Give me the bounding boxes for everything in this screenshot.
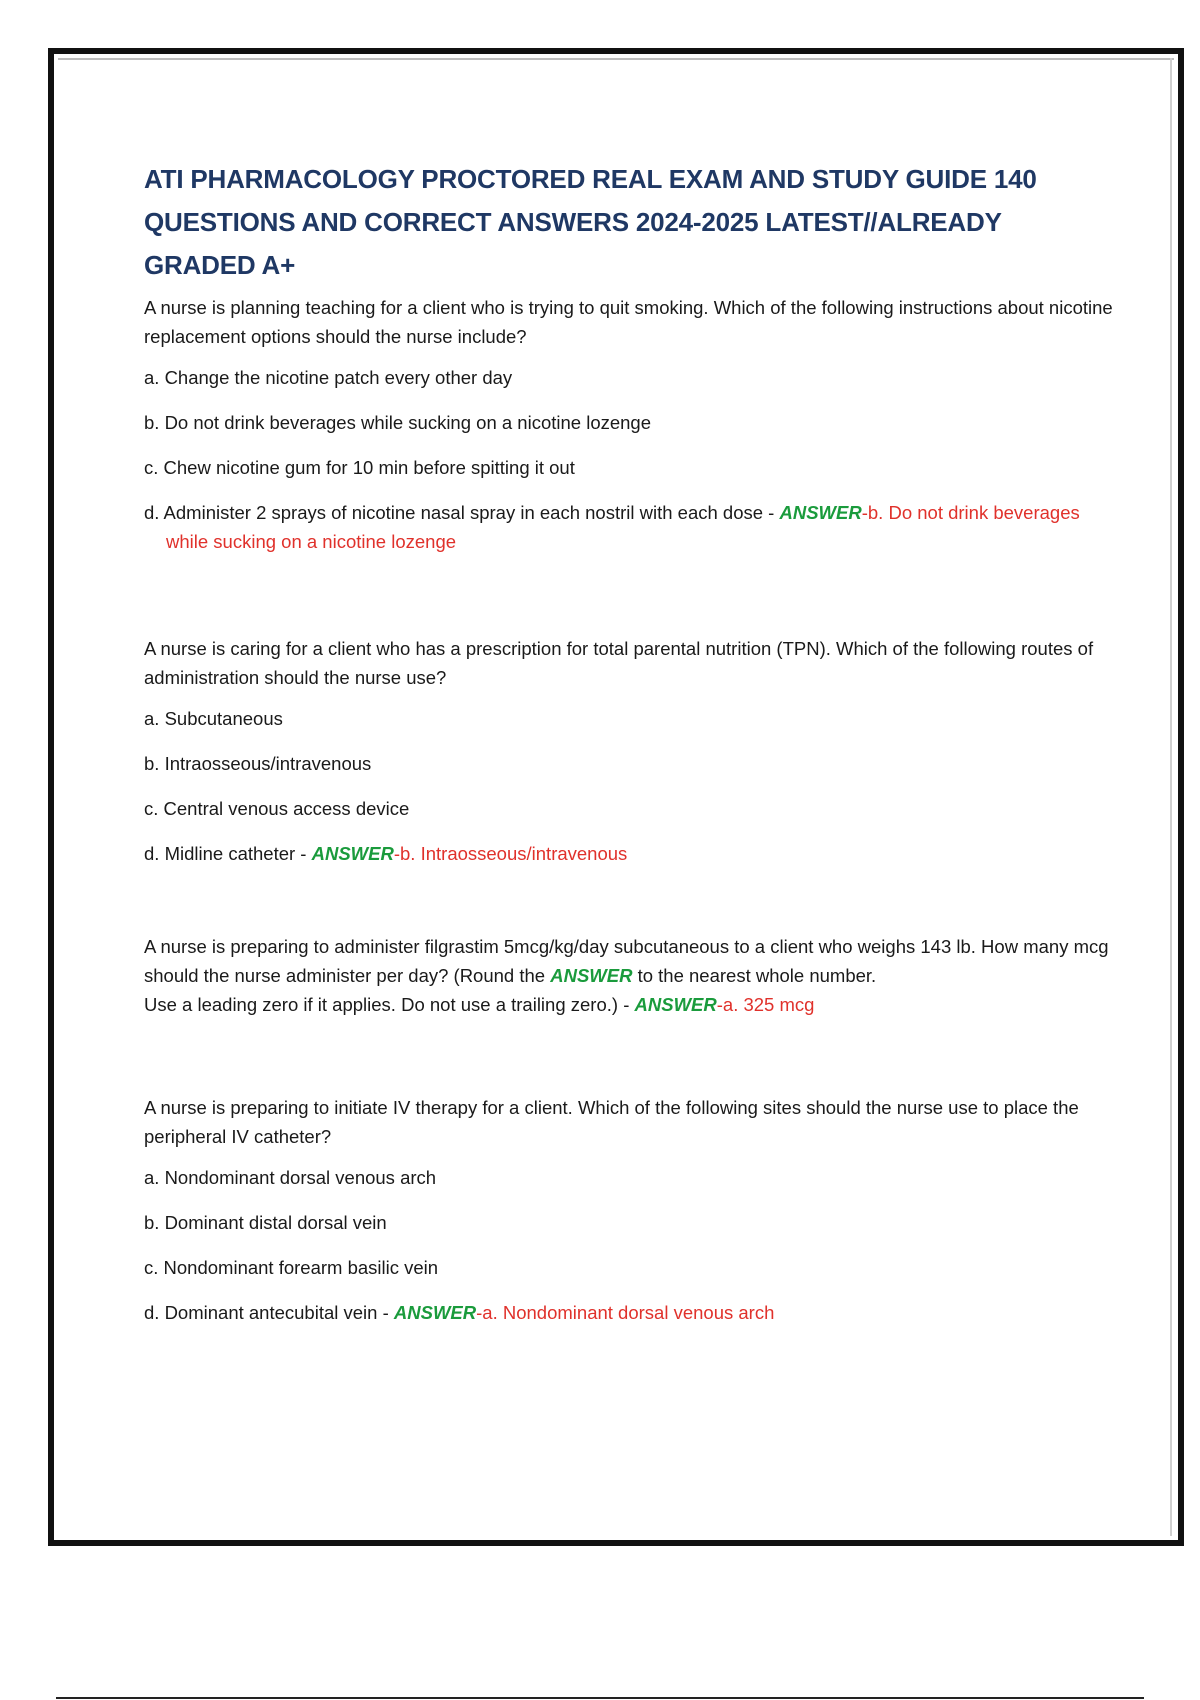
- option-b: b. Intraosseous/intravenous: [144, 753, 372, 774]
- answer-label: ANSWER: [311, 843, 394, 864]
- question-text: A nurse is preparing to initiate IV therapy for a client. Which of the following sites should the nurse use to place the peripheral IV catheter?: [144, 1097, 1079, 1147]
- question-1: [144, 293, 1114, 556]
- question-text: A nurse is planning teaching for a client who is trying to quit smoking. Which of the following instructions about nicotine replacement options should the nurse include?: [144, 297, 1113, 347]
- question-text-part1: A nurse is preparing to administer filgrastim 5mcg/kg/day subcutaneous to a client who weighs 143 lb. How many mcg should the nurse administer per day? (Round the: [144, 936, 1109, 986]
- option-b: b. Dominant distal dorsal vein: [144, 1212, 387, 1233]
- page-frame: [48, 48, 1184, 1546]
- answer-separator: -: [295, 843, 312, 864]
- spacer: [144, 572, 1114, 634]
- option-c: c. Central venous access device: [144, 798, 410, 819]
- footer-divider: [56, 1697, 1144, 1699]
- page-inner-border-right: [1170, 58, 1172, 1536]
- option-d-with-answer: [144, 498, 1114, 556]
- question-text: [144, 932, 1114, 1019]
- answer-text: -a. Nondominant dorsal venous arch: [476, 1302, 775, 1323]
- answer-label: ANSWER: [634, 994, 717, 1015]
- answer-label-inline: ANSWER: [550, 965, 633, 986]
- question-text: A nurse is caring for a client who has a prescription for total parental nutrition (TPN). Which of the following routes of administration should the nurse use?: [144, 638, 1094, 688]
- spacer: [144, 1031, 1114, 1093]
- document-title: ATI PHARMACOLOGY PROCTORED REAL EXAM AND STUDY GUIDE 140 QUESTIONS AND CORRECT ANSWERS 2024-2025 LATEST//ALREADY GRADED A+: [144, 164, 1037, 280]
- spacer: [144, 884, 1114, 932]
- question-2: [144, 634, 1114, 868]
- option-c: c. Chew nicotine gum for 10 min before spitting it out: [144, 457, 575, 478]
- question-text-part2: to the nearest whole number.: [632, 965, 877, 986]
- option-d-with-answer: [144, 1298, 1114, 1327]
- answer-separator: -: [763, 502, 780, 523]
- answer-separator: -: [377, 1302, 394, 1323]
- question-4: [144, 1093, 1114, 1327]
- page-inner-border-top: [58, 58, 1174, 60]
- option-a: a. Subcutaneous: [144, 708, 283, 729]
- option-d: d. Administer 2 sprays of nicotine nasal spray in each nostril with each dose: [144, 502, 764, 523]
- question-3: [144, 932, 1114, 1019]
- answer-text: -a. 325 mcg: [716, 994, 815, 1015]
- answer-label: ANSWER: [393, 1302, 477, 1323]
- answer-text: -b. Intraosseous/intravenous: [393, 843, 628, 864]
- answer-separator: -: [618, 994, 635, 1015]
- option-a: a. Nondominant dorsal venous arch: [144, 1167, 437, 1188]
- option-d-with-answer: [144, 839, 1114, 868]
- answer-text: -b. Do not drink beverages while sucking on a nicotine lozenge: [166, 502, 1080, 552]
- question-text-part3: Use a leading zero if it applies. Do not use a trailing zero.): [144, 994, 619, 1015]
- option-d: d. Midline catheter: [144, 843, 296, 864]
- answer-label: ANSWER: [779, 502, 862, 523]
- document-content: [144, 158, 1114, 1343]
- option-b: b. Do not drink beverages while sucking on a nicotine lozenge: [144, 412, 652, 433]
- option-c: c. Nondominant forearm basilic vein: [144, 1257, 439, 1278]
- option-a: a. Change the nicotine patch every other day: [144, 367, 513, 388]
- option-d: d. Dominant antecubital vein: [144, 1302, 378, 1323]
